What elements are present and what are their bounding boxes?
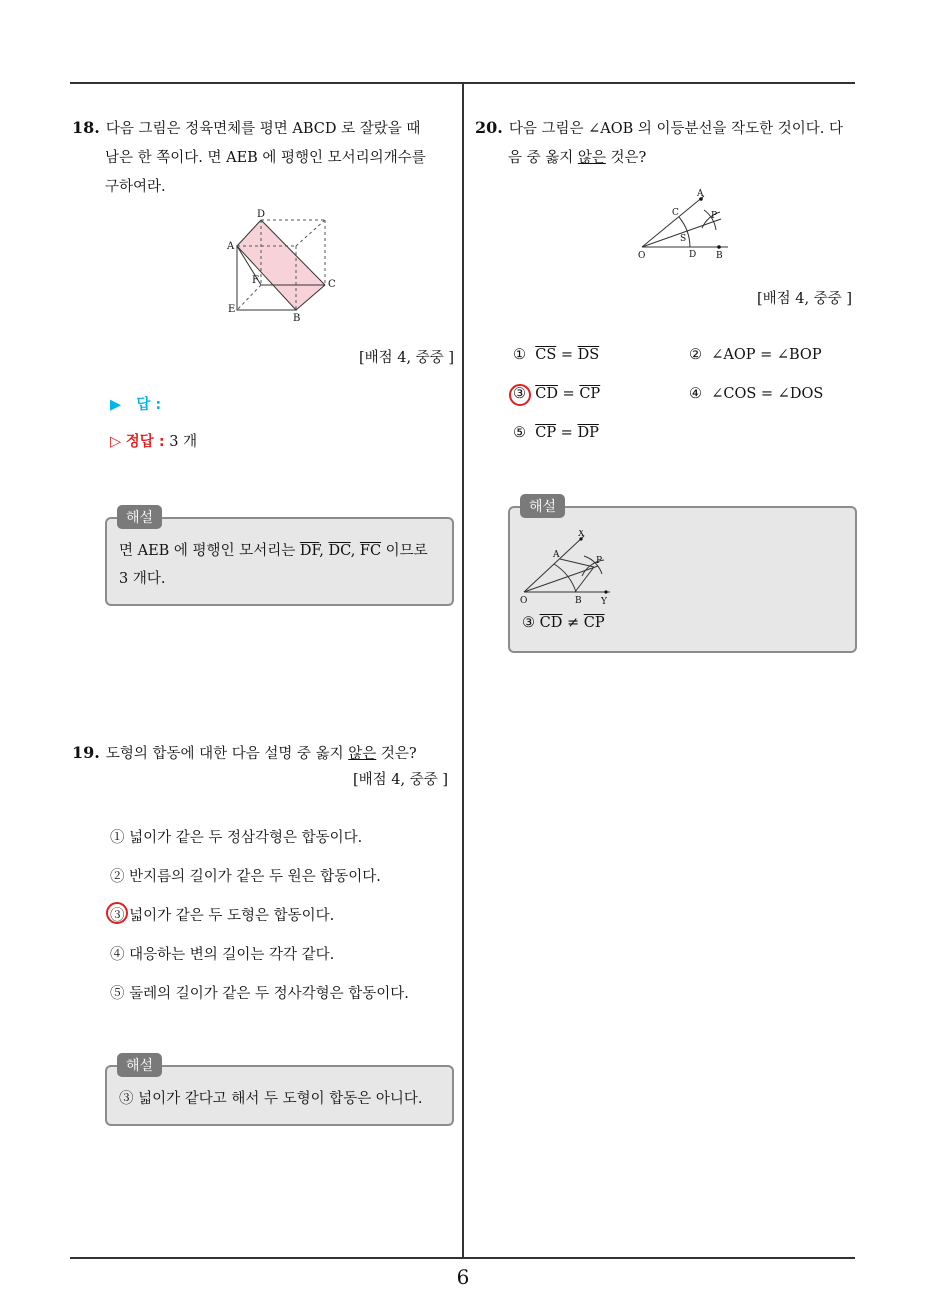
q18-answer-line (110, 393, 161, 414)
q19-choice-2[interactable]: ② 반지름의 길이가 같은 두 원은 합동이다. (110, 869, 381, 885)
q18-prism-figure (222, 208, 342, 323)
choice-number: ⑤ (513, 425, 526, 441)
q20-label-P: P (711, 211, 718, 221)
q18-comma: , (319, 543, 329, 559)
q18-explanation-text: 이므로 (381, 543, 428, 559)
q18-answer-label: 답 : (136, 397, 162, 413)
q20-label-B: B (716, 251, 723, 261)
q20-line1: 다음 그림은 ∠AOB 의 이등분선을 작도한 것이다. 다 (508, 121, 844, 137)
q20-exp-segment-AP (560, 559, 594, 567)
q20-exp-figure (518, 530, 628, 608)
q20-explanation-box (508, 506, 857, 653)
q20-ray-OA (642, 196, 704, 247)
q20-text-underlined: 않은 (577, 150, 606, 166)
q20-exp-segment: $\overline{CD}$ (539, 615, 563, 631)
q18-label-C: C (328, 279, 336, 290)
q20-line2 (475, 144, 865, 173)
q18-line2: 남은 한 쪽이다. 면 AEB 에 평행인 모서리의개수를 (105, 150, 426, 166)
q20-exp-label-A: A (553, 550, 560, 560)
q20-operator: = (557, 386, 580, 402)
q20-number: 20. (475, 118, 503, 137)
q20-answer-mark-circle (509, 384, 531, 406)
choice-number: ③ (522, 615, 535, 631)
choice-number: ③ (513, 386, 526, 402)
q18-explanation-line1 (119, 537, 440, 565)
q19-text-underlined: 않은 (348, 746, 377, 762)
q18-number: 18. (72, 118, 100, 137)
q20-exp-label-X: X (578, 530, 585, 539)
q18-label-E: E (228, 304, 236, 315)
q20-segment: $\overline{CP}$ (579, 386, 601, 402)
q20-exp-label-Y: Y (601, 597, 607, 607)
q18-line3: 구하여라. (105, 179, 166, 195)
q18-explanation-box (105, 517, 454, 606)
q20-operator: = (756, 386, 778, 402)
answer-marker-icon: ▶ (110, 397, 122, 413)
choice-number: ① (513, 347, 526, 363)
q18-label-F: F (252, 275, 259, 286)
q19-text: 것은? (376, 746, 417, 762)
q20-operator: = (556, 425, 578, 441)
q19-explanation-tag: 해설 (117, 1053, 162, 1077)
q20-exp-point-Y (604, 590, 607, 593)
q20-choice-1[interactable] (513, 347, 599, 363)
q20-text: 음 중 옳지 (508, 150, 578, 166)
q19-choice-5[interactable]: ⑤ 둘레의 길이가 같은 두 정사각형은 합동이다. (110, 986, 409, 1002)
q18-cube-outline (296, 220, 325, 246)
q20-segment: $\overline{CS}$ (535, 347, 557, 363)
choice-number: ④ (689, 386, 702, 402)
q19-text: 도형의 합동에 대한 다음 설명 중 옳지 (105, 746, 349, 762)
q19-choice-3[interactable]: ③ 넓이가 같은 두 도형은 합동이다. (110, 908, 335, 924)
q20-bisector-figure (634, 186, 734, 264)
q19-choice-4[interactable]: ④ 대응하는 변의 길이는 각각 같다. (110, 947, 335, 963)
q18-score: [배점 4, 중중 ] (358, 350, 454, 366)
q18-hidden-edge (237, 285, 261, 310)
q18-correct-answer (110, 430, 197, 451)
q20-question (475, 113, 865, 173)
q20-choice-2[interactable] (689, 347, 822, 363)
column-divider (462, 83, 464, 1258)
q20-score: [배점 4, 중중 ] (756, 291, 852, 307)
q20-explanation-tag: 해설 (520, 494, 565, 518)
q18-segment-FC: $\overline{FC}$ (359, 543, 382, 559)
q20-point-B (717, 245, 721, 249)
correct-marker-icon: ▷ (110, 434, 122, 450)
q20-exp-operator: ≠ (562, 615, 584, 631)
q20-exp-label-O: O (520, 596, 528, 606)
q20-exp-label-B: B (575, 596, 582, 606)
q18-correct-label: 정답 : (125, 434, 165, 450)
q19-number: 19. (72, 743, 100, 762)
q18-explanation-tag: 해설 (117, 505, 162, 529)
q19-question (72, 738, 457, 769)
q20-angle: ∠BOP (776, 347, 822, 363)
q18-explanation-line2: 3 개다. (119, 571, 166, 587)
q20-label-S: S (680, 234, 687, 244)
bottom-rule (70, 1257, 855, 1259)
q20-exp-segment: $\overline{CP}$ (583, 615, 605, 631)
q18-label-D: D (257, 209, 266, 220)
q18-label-B: B (293, 313, 301, 323)
q18-label-A: A (227, 241, 235, 252)
q20-explanation-text (522, 609, 605, 637)
choice-number: ② (689, 347, 702, 363)
q20-choice-4[interactable] (689, 386, 823, 402)
q18-correct-value: 3 개 (169, 434, 198, 450)
q19-answer-mark-circle (106, 902, 128, 924)
q20-label-C: C (672, 208, 679, 218)
q18-explanation-text: 면 AEB 에 평행인 모서리는 (119, 543, 300, 559)
q20-label-A: A (697, 189, 704, 199)
q18-segment-DC: $\overline{DC}$ (328, 543, 351, 559)
q20-exp-ray-OP (524, 566, 598, 592)
q20-choice-5[interactable] (513, 425, 599, 441)
q20-exp-label-P: P (596, 556, 603, 566)
q18-question (72, 113, 457, 202)
q20-label-O: O (638, 251, 646, 261)
q20-label-D: D (689, 250, 697, 260)
q20-segment: $\overline{CP}$ (535, 425, 557, 441)
q20-operator: = (755, 347, 777, 363)
q19-choice-1[interactable]: ① 넓이가 같은 두 정삼각형은 합동이다. (110, 830, 363, 846)
q20-text: 것은? (605, 150, 647, 166)
q20-operator: = (556, 347, 578, 363)
q18-segment-DF: $\overline{DF}$ (299, 543, 320, 559)
q19-explanation-text: ③ 넓이가 같다고 해서 두 도형이 합동은 아니다. (119, 1091, 423, 1107)
q18-comma: , (350, 543, 360, 559)
q20-segment: $\overline{DS}$ (577, 347, 600, 363)
q18-line1: 다음 그림은 정육면체를 평면 ABCD 로 잘랐을 때 (105, 121, 421, 137)
q20-angle: ∠COS (711, 386, 757, 402)
q20-segment: $\overline{CD}$ (535, 386, 558, 402)
q19-score: [배점 4, 중중 ] (352, 772, 448, 788)
q20-angle: ∠DOS (777, 386, 824, 402)
q20-segment: $\overline{DP}$ (577, 425, 599, 441)
page-number: 6 (456, 1265, 470, 1289)
q20-angle: ∠AOP (711, 347, 756, 363)
